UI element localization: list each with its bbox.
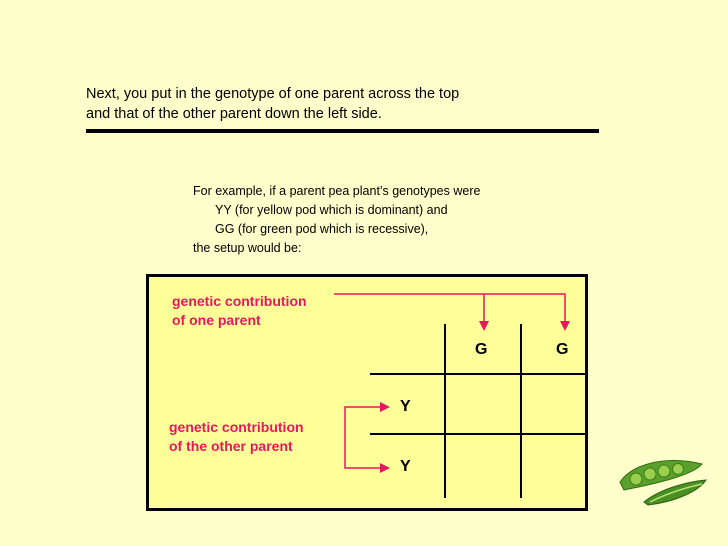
arrow-head-1 xyxy=(479,321,489,331)
one-parent-label-line-1: genetic contribution xyxy=(172,293,307,309)
side-bracket xyxy=(345,407,385,468)
side-allele-2: Y xyxy=(400,458,411,475)
other-parent-label-line-2: of the other parent xyxy=(169,438,293,454)
pea-pod-image xyxy=(614,452,709,507)
example-line-4: the setup would be: xyxy=(193,241,302,255)
example-line-2: YY (for yellow pod which is dominant) and xyxy=(215,203,448,217)
top-arrow-line-main xyxy=(334,294,565,327)
top-allele-1: G xyxy=(475,341,488,358)
arrow-head-4 xyxy=(380,463,390,473)
example-line-1: For example, if a parent pea plant’s genotypes were xyxy=(193,184,481,198)
side-arrow-lines xyxy=(345,407,385,468)
intro-line-2: and that of the other parent down the left side. xyxy=(86,106,382,122)
top-allele-2: G xyxy=(556,341,569,358)
arrow-head-2 xyxy=(560,321,570,331)
top-arrow-lines xyxy=(334,294,565,327)
arrow-head-3 xyxy=(380,402,390,412)
one-parent-label-line-2: of one parent xyxy=(172,312,261,328)
other-parent-label-line-1: genetic contribution xyxy=(169,419,304,435)
example-line-3: GG (for green pod which is recessive), xyxy=(215,222,429,236)
intro-line-1: Next, you put in the genotype of one parent across the top xyxy=(86,86,460,102)
side-allele-1: Y xyxy=(400,398,411,415)
